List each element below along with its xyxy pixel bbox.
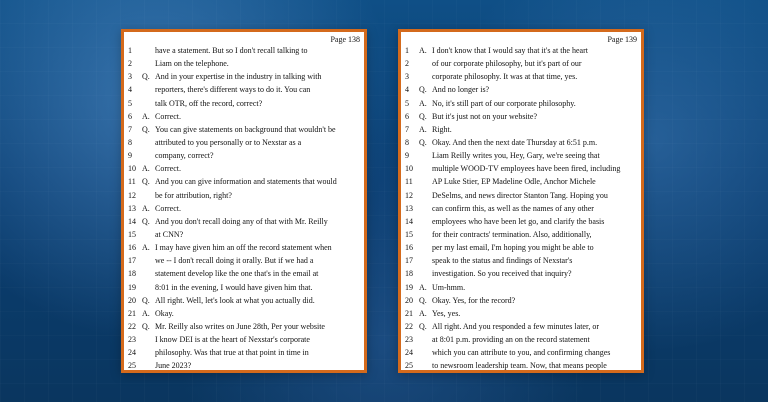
transcript-line	[128, 307, 360, 320]
line-text: have a statement. But so I don't recall talking to	[155, 46, 308, 55]
line-text: Okay.	[155, 308, 174, 318]
line-number: 15	[405, 229, 413, 239]
speaker-marker: A.	[142, 111, 150, 121]
line-text: But it's just not on your website?	[432, 111, 537, 121]
line-number: 25	[405, 361, 413, 371]
transcript-line	[128, 254, 360, 267]
speaker-marker: A.	[142, 203, 150, 213]
transcript-line	[128, 136, 360, 149]
speaker-marker: Q.	[419, 321, 427, 331]
transcript-line	[128, 215, 360, 228]
line-number: 20	[128, 295, 136, 305]
line-text: 8:01 in the evening, I would have given him that.	[155, 282, 313, 292]
line-number: 22	[405, 321, 413, 331]
line-number: 11	[128, 177, 136, 187]
transcript-line	[128, 57, 360, 70]
page-number: Page 139	[607, 35, 637, 44]
line-text: And you don't recall doing any of that with Mr. Reilly	[155, 216, 328, 226]
transcript-line	[128, 149, 360, 162]
line-text: And in your expertise in the industry in talking with	[155, 72, 322, 82]
speaker-marker: Q.	[142, 124, 150, 134]
line-number: 20	[405, 295, 413, 305]
line-text: employees who have been let go, and clarify the basis	[432, 216, 605, 226]
line-text: AP Luke Stier, EP Madeline Odle, Anchor Michele	[432, 177, 596, 187]
transcript-line	[128, 346, 360, 359]
transcript-line	[128, 228, 360, 241]
transcript-line	[128, 333, 360, 346]
speaker-marker: A.	[142, 243, 150, 253]
line-number: 14	[128, 216, 136, 226]
line-text: for their contracts' termination. Also, additionally,	[432, 229, 592, 239]
line-text: And you can give information and statements that would	[155, 177, 337, 187]
speaker-marker: Q.	[419, 85, 427, 95]
line-number: 6	[405, 111, 409, 121]
speaker-marker: A.	[142, 308, 150, 318]
transcript-line	[128, 189, 360, 202]
transcript-line	[128, 44, 360, 57]
transcript-line	[405, 359, 637, 372]
speaker-marker: A.	[419, 46, 427, 55]
line-number: 1	[405, 46, 409, 55]
line-number: 12	[128, 190, 136, 200]
line-number: 7	[405, 124, 409, 134]
line-text: of our corporate philosophy, but it's part of our	[432, 59, 582, 69]
line-number: 21	[405, 308, 413, 318]
line-number: 21	[128, 308, 136, 318]
line-text: All right. Well, let's look at what you actually did.	[155, 295, 315, 305]
transcript-line	[128, 320, 360, 333]
line-text: June 2023?	[155, 361, 192, 371]
transcript-line	[405, 44, 637, 57]
line-number: 4	[128, 85, 132, 95]
line-number: 3	[405, 72, 409, 82]
line-text: investigation. So you received that inquiry?	[432, 269, 572, 279]
transcript-line	[128, 359, 360, 372]
speaker-marker: Q.	[419, 295, 427, 305]
speaker-marker: A.	[419, 308, 427, 318]
line-text: DeSelms, and news director Stanton Tang. Hoping you	[432, 190, 608, 200]
line-number: 3	[128, 72, 132, 82]
transcript-line	[405, 149, 637, 162]
line-number: 13	[128, 203, 136, 213]
transcript-line	[128, 202, 360, 215]
speaker-marker: A.	[419, 98, 427, 108]
transcript-line	[128, 123, 360, 136]
line-text: Correct.	[155, 164, 181, 174]
transcript-line	[405, 202, 637, 215]
line-number: 11	[405, 177, 413, 187]
line-text: You can give statements on background that wouldn't be	[155, 124, 336, 134]
speaker-marker: Q.	[419, 137, 427, 147]
line-number: 1	[128, 46, 132, 55]
transcript-line	[405, 123, 637, 136]
line-number: 14	[405, 216, 413, 226]
transcript-line	[128, 267, 360, 280]
transcript-line	[128, 294, 360, 307]
line-number: 10	[405, 164, 413, 174]
line-text: corporate philosophy. It was at that time, yes.	[432, 72, 578, 82]
transcript-line	[405, 162, 637, 175]
speaker-marker: A.	[142, 164, 150, 174]
speaker-marker: A.	[419, 282, 427, 292]
transcript-line	[405, 228, 637, 241]
line-text: Mr. Reilly also writes on June 28th, Per your website	[155, 321, 325, 331]
transcript-line	[405, 320, 637, 333]
speaker-marker: Q.	[142, 177, 150, 187]
line-text: Liam on the telephone.	[155, 59, 229, 69]
line-text: All right. And you responded a few minutes later, or	[432, 321, 599, 331]
line-number: 9	[405, 151, 409, 161]
line-number: 23	[128, 335, 136, 345]
transcript-line	[405, 215, 637, 228]
line-number: 16	[405, 243, 413, 253]
line-text: Correct.	[155, 111, 181, 121]
line-text: Okay. And then the next date Thursday at 6:51 p.m.	[432, 137, 598, 147]
line-text: be for attribution, right?	[155, 190, 232, 200]
line-text: statement develop like the one that's in the email at	[155, 269, 319, 279]
transcript-lines-right	[405, 44, 637, 371]
line-text: company, correct?	[155, 151, 214, 161]
line-text: philosophy. Was that true at that point in time in	[155, 348, 309, 358]
line-number: 16	[128, 243, 136, 253]
line-number: 4	[405, 85, 409, 95]
transcript-line	[128, 70, 360, 83]
transcript-line	[405, 97, 637, 110]
line-text: at CNN?	[155, 229, 184, 239]
line-number: 24	[405, 348, 413, 358]
transcript-line	[405, 175, 637, 188]
line-number: 7	[128, 124, 132, 134]
line-number: 8	[128, 137, 132, 147]
line-text: multiple WOOD-TV employees have been fired, including	[432, 164, 621, 174]
line-number: 2	[405, 59, 409, 69]
line-text: Right.	[432, 124, 452, 134]
line-number: 23	[405, 335, 413, 345]
line-number: 13	[405, 203, 413, 213]
page-number: Page 138	[330, 35, 360, 44]
line-number: 22	[128, 321, 136, 331]
line-text: Yes, yes.	[432, 308, 461, 318]
line-text: which you can attribute to you, and confirming changes	[432, 348, 611, 358]
transcript-line	[128, 175, 360, 188]
transcript-line	[128, 97, 360, 110]
line-number: 15	[128, 229, 136, 239]
line-number: 5	[405, 98, 409, 108]
transcript-line	[128, 83, 360, 96]
transcript-page-left	[121, 29, 367, 373]
speaker-marker: Q.	[142, 321, 150, 331]
line-number: 24	[128, 348, 136, 358]
line-number: 19	[405, 282, 413, 292]
line-text: can confirm this, as well as the names of any other	[432, 203, 594, 213]
speaker-marker: Q.	[419, 111, 427, 121]
transcript-line	[405, 57, 637, 70]
line-text: attributed to you personally or to Nexstar as a	[155, 137, 302, 147]
transcript-line	[405, 110, 637, 123]
line-text: to newsroom leadership team. Now, that means people	[432, 361, 607, 371]
line-number: 19	[128, 282, 136, 292]
line-text: I don't know that I would say that it's at the heart	[432, 46, 588, 55]
transcript-line	[405, 267, 637, 280]
line-number: 5	[128, 98, 132, 108]
transcript-lines-left	[128, 44, 360, 371]
line-text: per my last email, I'm hoping you might be able to	[432, 243, 594, 253]
transcript-line	[405, 254, 637, 267]
speaker-marker: Q.	[142, 216, 150, 226]
transcript-line	[405, 307, 637, 320]
line-number: 18	[405, 269, 413, 279]
transcript-line	[405, 70, 637, 83]
line-text: at 8:01 p.m. providing an on the record statement	[432, 335, 590, 345]
line-number: 17	[405, 256, 413, 266]
transcript-line	[405, 83, 637, 96]
line-number: 12	[405, 190, 413, 200]
line-text: Okay. Yes, for the record?	[432, 295, 516, 305]
line-number: 9	[128, 151, 132, 161]
line-text: I know DEI is at the heart of Nexstar's corporate	[155, 335, 310, 345]
line-number: 18	[128, 269, 136, 279]
transcript-line	[128, 281, 360, 294]
line-text: Correct.	[155, 203, 181, 213]
transcript-line	[405, 294, 637, 307]
line-text: Liam Reilly writes you, Hey, Gary, we're seeing that	[432, 151, 600, 161]
transcript-line	[128, 110, 360, 123]
line-text: Um-hmm.	[432, 282, 466, 292]
line-number: 2	[128, 59, 132, 69]
line-text: I may have given him an off the record statement when	[155, 243, 332, 253]
line-number: 6	[128, 111, 132, 121]
line-number: 10	[128, 164, 136, 174]
speaker-marker: A.	[419, 124, 427, 134]
line-text: reporters, there's different ways to do it. You can	[155, 85, 311, 95]
line-text: speak to the status and findings of Nexstar's	[432, 256, 573, 266]
transcript-line	[405, 346, 637, 359]
transcript-page-right	[398, 29, 644, 373]
line-text: And no longer is?	[432, 85, 490, 95]
transcript-line	[128, 162, 360, 175]
transcript-line	[405, 189, 637, 202]
line-text: we -- I don't recall doing it orally. But if we had a	[155, 256, 314, 266]
line-number: 25	[128, 361, 136, 371]
transcript-line	[405, 333, 637, 346]
speaker-marker: Q.	[142, 72, 150, 82]
line-text: talk OTR, off the record, correct?	[155, 98, 263, 108]
line-number: 17	[128, 256, 136, 266]
line-text: No, it's still part of our corporate philosophy.	[432, 98, 576, 108]
line-number: 8	[405, 137, 409, 147]
transcript-line	[128, 241, 360, 254]
transcript-line	[405, 136, 637, 149]
transcript-line	[405, 281, 637, 294]
transcript-line	[405, 241, 637, 254]
speaker-marker: Q.	[142, 295, 150, 305]
